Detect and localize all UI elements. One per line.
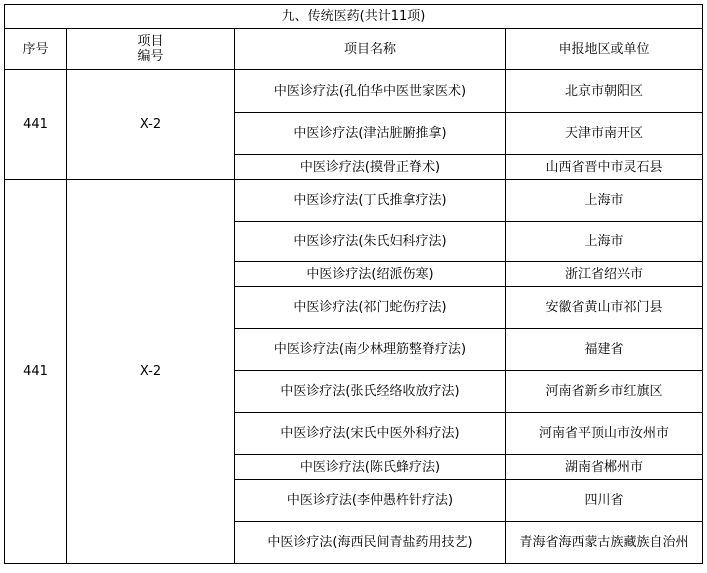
project-name-cell: 中医诊疗法(丁氏推拿疗法) xyxy=(235,180,506,222)
region-cell: 浙江省绍兴市 xyxy=(506,262,703,287)
header-seq: 序号 xyxy=(5,29,67,70)
region-cell: 青海省海西蒙古族藏族自治州 xyxy=(506,522,703,564)
region-cell: 上海市 xyxy=(506,222,703,262)
region-cell: 天津市南开区 xyxy=(506,113,703,155)
region-cell: 福建省 xyxy=(506,329,703,371)
project-name-cell: 中医诊疗法(朱氏妇科疗法) xyxy=(235,222,506,262)
project-name-cell: 中医诊疗法(宋氏中医外科疗法) xyxy=(235,413,506,455)
project-name-cell: 中医诊疗法(张氏经络收放疗法) xyxy=(235,371,506,413)
project-name-cell: 中医诊疗法(南少林理筋整脊疗法) xyxy=(235,329,506,371)
table-row xyxy=(5,70,703,113)
project-name-cell: 中医诊疗法(李仲愚杵针疗法) xyxy=(235,480,506,522)
table-title-row xyxy=(5,5,703,29)
seq-cell: 441 xyxy=(5,70,67,180)
project-name-cell: 中医诊疗法(绍派伤寒) xyxy=(235,262,506,287)
seq-cell: 441 xyxy=(5,180,67,564)
region-cell: 湖南省郴州市 xyxy=(506,455,703,480)
project-name-cell: 中医诊疗法(孔伯华中医世家医术) xyxy=(235,70,506,113)
heritage-table xyxy=(4,4,703,564)
region-cell: 山西省晋中市灵石县 xyxy=(506,155,703,180)
region-cell: 河南省新乡市红旗区 xyxy=(506,371,703,413)
project-name-cell: 中医诊疗法(津沽脏腑推拿) xyxy=(235,113,506,155)
region-cell: 上海市 xyxy=(506,180,703,222)
project-name-cell: 中医诊疗法(海西民间青盐药用技艺) xyxy=(235,522,506,564)
header-name: 项目名称 xyxy=(235,29,506,70)
region-cell: 河南省平顶山市汝州市 xyxy=(506,413,703,455)
region-cell: 四川省 xyxy=(506,480,703,522)
code-cell: X-2 xyxy=(67,180,235,564)
project-name-cell: 中医诊疗法(陈氏蜂疗法) xyxy=(235,455,506,480)
header-region: 申报地区或单位 xyxy=(506,29,703,70)
region-cell: 安徽省黄山市祁门县 xyxy=(506,287,703,329)
header-code-line2: 编号 xyxy=(137,49,164,64)
table-row xyxy=(5,180,703,222)
project-name-cell: 中医诊疗法(摸骨正脊术) xyxy=(235,155,506,180)
table-title: 九、传统医药(共计11项) xyxy=(5,5,703,29)
region-cell: 北京市朝阳区 xyxy=(506,70,703,113)
header-code xyxy=(67,29,235,70)
code-cell: X-2 xyxy=(67,70,235,180)
table-header-row xyxy=(5,29,703,70)
project-name-cell: 中医诊疗法(祁门蛇伤疗法) xyxy=(235,287,506,329)
header-code-line1: 项目 xyxy=(137,34,164,49)
